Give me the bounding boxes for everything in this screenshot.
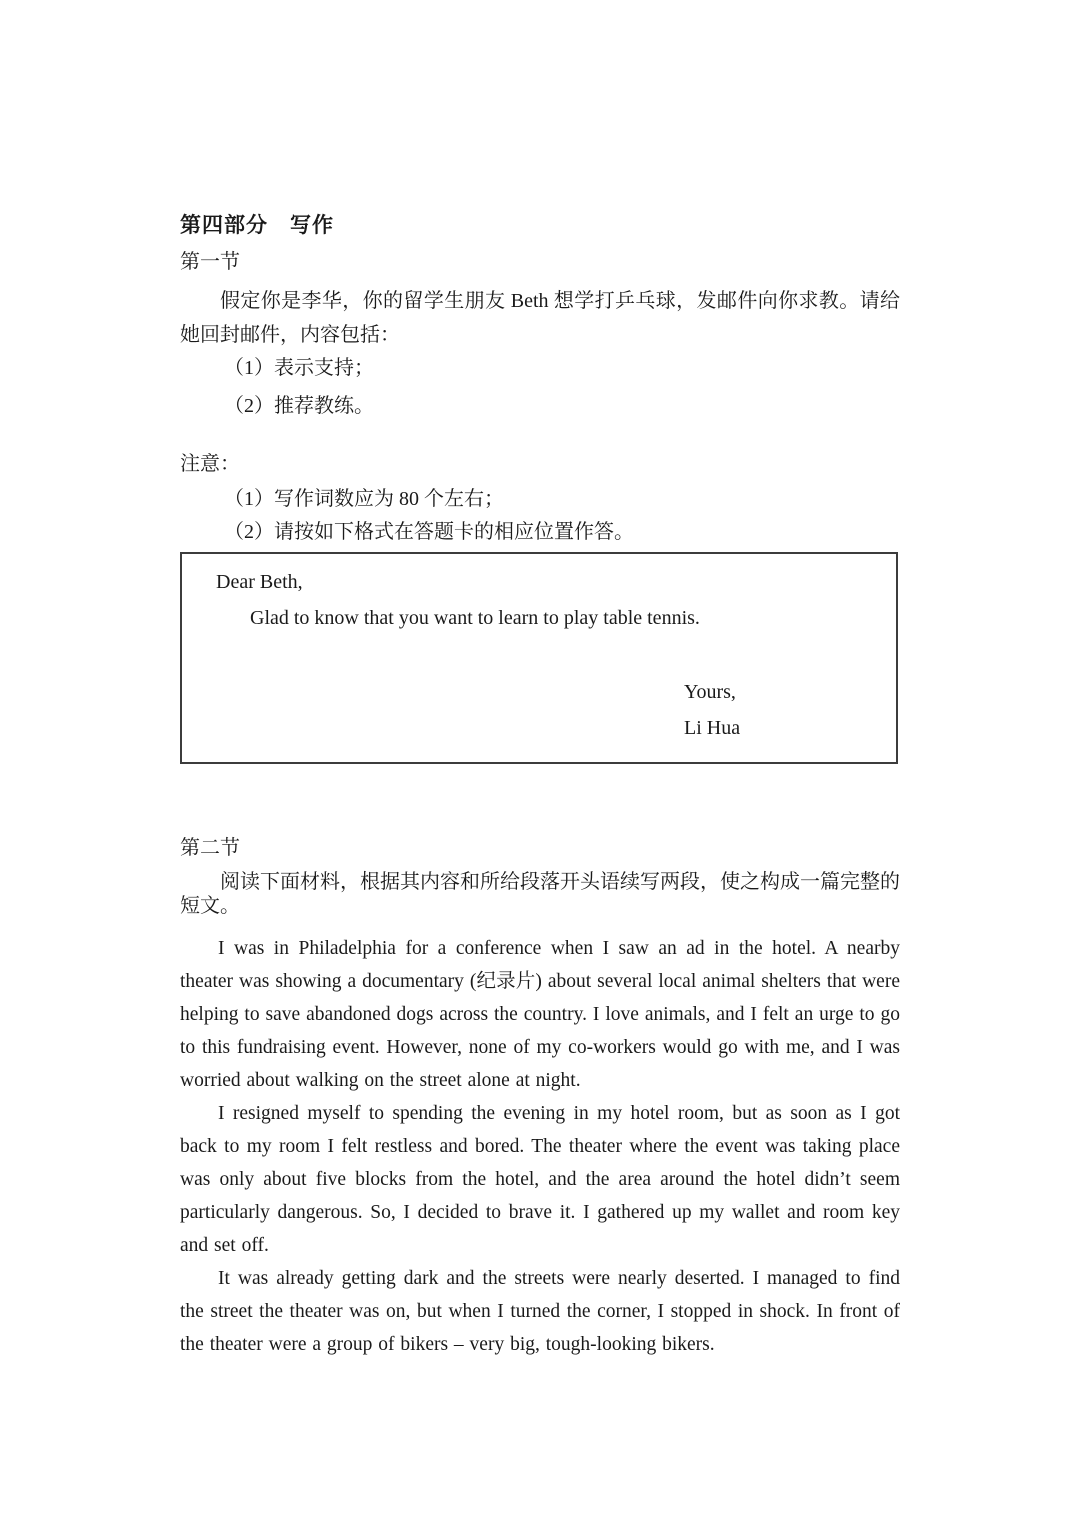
story-paragraph-1: I was in Philadelphia for a conference when I saw an ad in the hotel. A nearby theater was showing a documentary (纪录片) about several local animal shelters that were helping to save abandoned dogs across the country. I love animals, and I felt an urge to go to this fundraising event. However, none of my co-workers would go with me, and I was worried about walking on the street alone at night.	[180, 938, 900, 1091]
part1-heading: 第一节	[180, 251, 240, 273]
letter-closing: Yours,	[684, 681, 736, 703]
part1-point-1: （1）表示支持；	[224, 357, 374, 379]
story-paragraph-2: I resigned myself to spending the evening in my hotel room, but as soon as I got back to my room I felt restless and bored. The theater where the event was taking place was only about five blocks from the hotel, and the area around the hotel didn’t seem particularly dangerous. So, I decided to brave it. I gathered up my wallet and room key and set off.	[180, 1103, 900, 1256]
notice-item-2: （2）请按如下格式在答题卡的相应位置作答。	[224, 521, 634, 543]
story-passage	[180, 932, 900, 1361]
part1-prompt: 假定你是李华，你的留学生朋友 Beth 想学打乒乓球，发邮件向你求教。请给她回封邮件，内容包括：	[180, 290, 900, 346]
story-paragraph-3: It was already getting dark and the streets were nearly deserted. I managed to find the street the theater was on, but when I turned the corner, I stopped in shock. In front of the theater were a group of bikers – very big, tough-looking bikers.	[180, 1268, 900, 1355]
part2-heading: 第二节	[180, 837, 240, 859]
answer-format-box	[180, 552, 898, 764]
letter-salutation: Dear Beth,	[216, 571, 303, 593]
part2-prompt: 阅读下面材料，根据其内容和所给段落开头语续写两段，使之构成一篇完整的短文。	[180, 871, 900, 917]
part1-point-2: （2）推荐教练。	[224, 395, 374, 417]
letter-signature: Li Hua	[684, 717, 741, 739]
section-four-title: 第四部分 写作	[180, 214, 334, 237]
exam-content-column	[180, 0, 900, 1361]
notice-heading: 注意：	[180, 453, 240, 475]
notice-item-1: （1）写作词数应为 80 个左右；	[224, 488, 504, 510]
letter-opening-sentence: Glad to know that you want to learn to play table tennis.	[250, 607, 700, 629]
